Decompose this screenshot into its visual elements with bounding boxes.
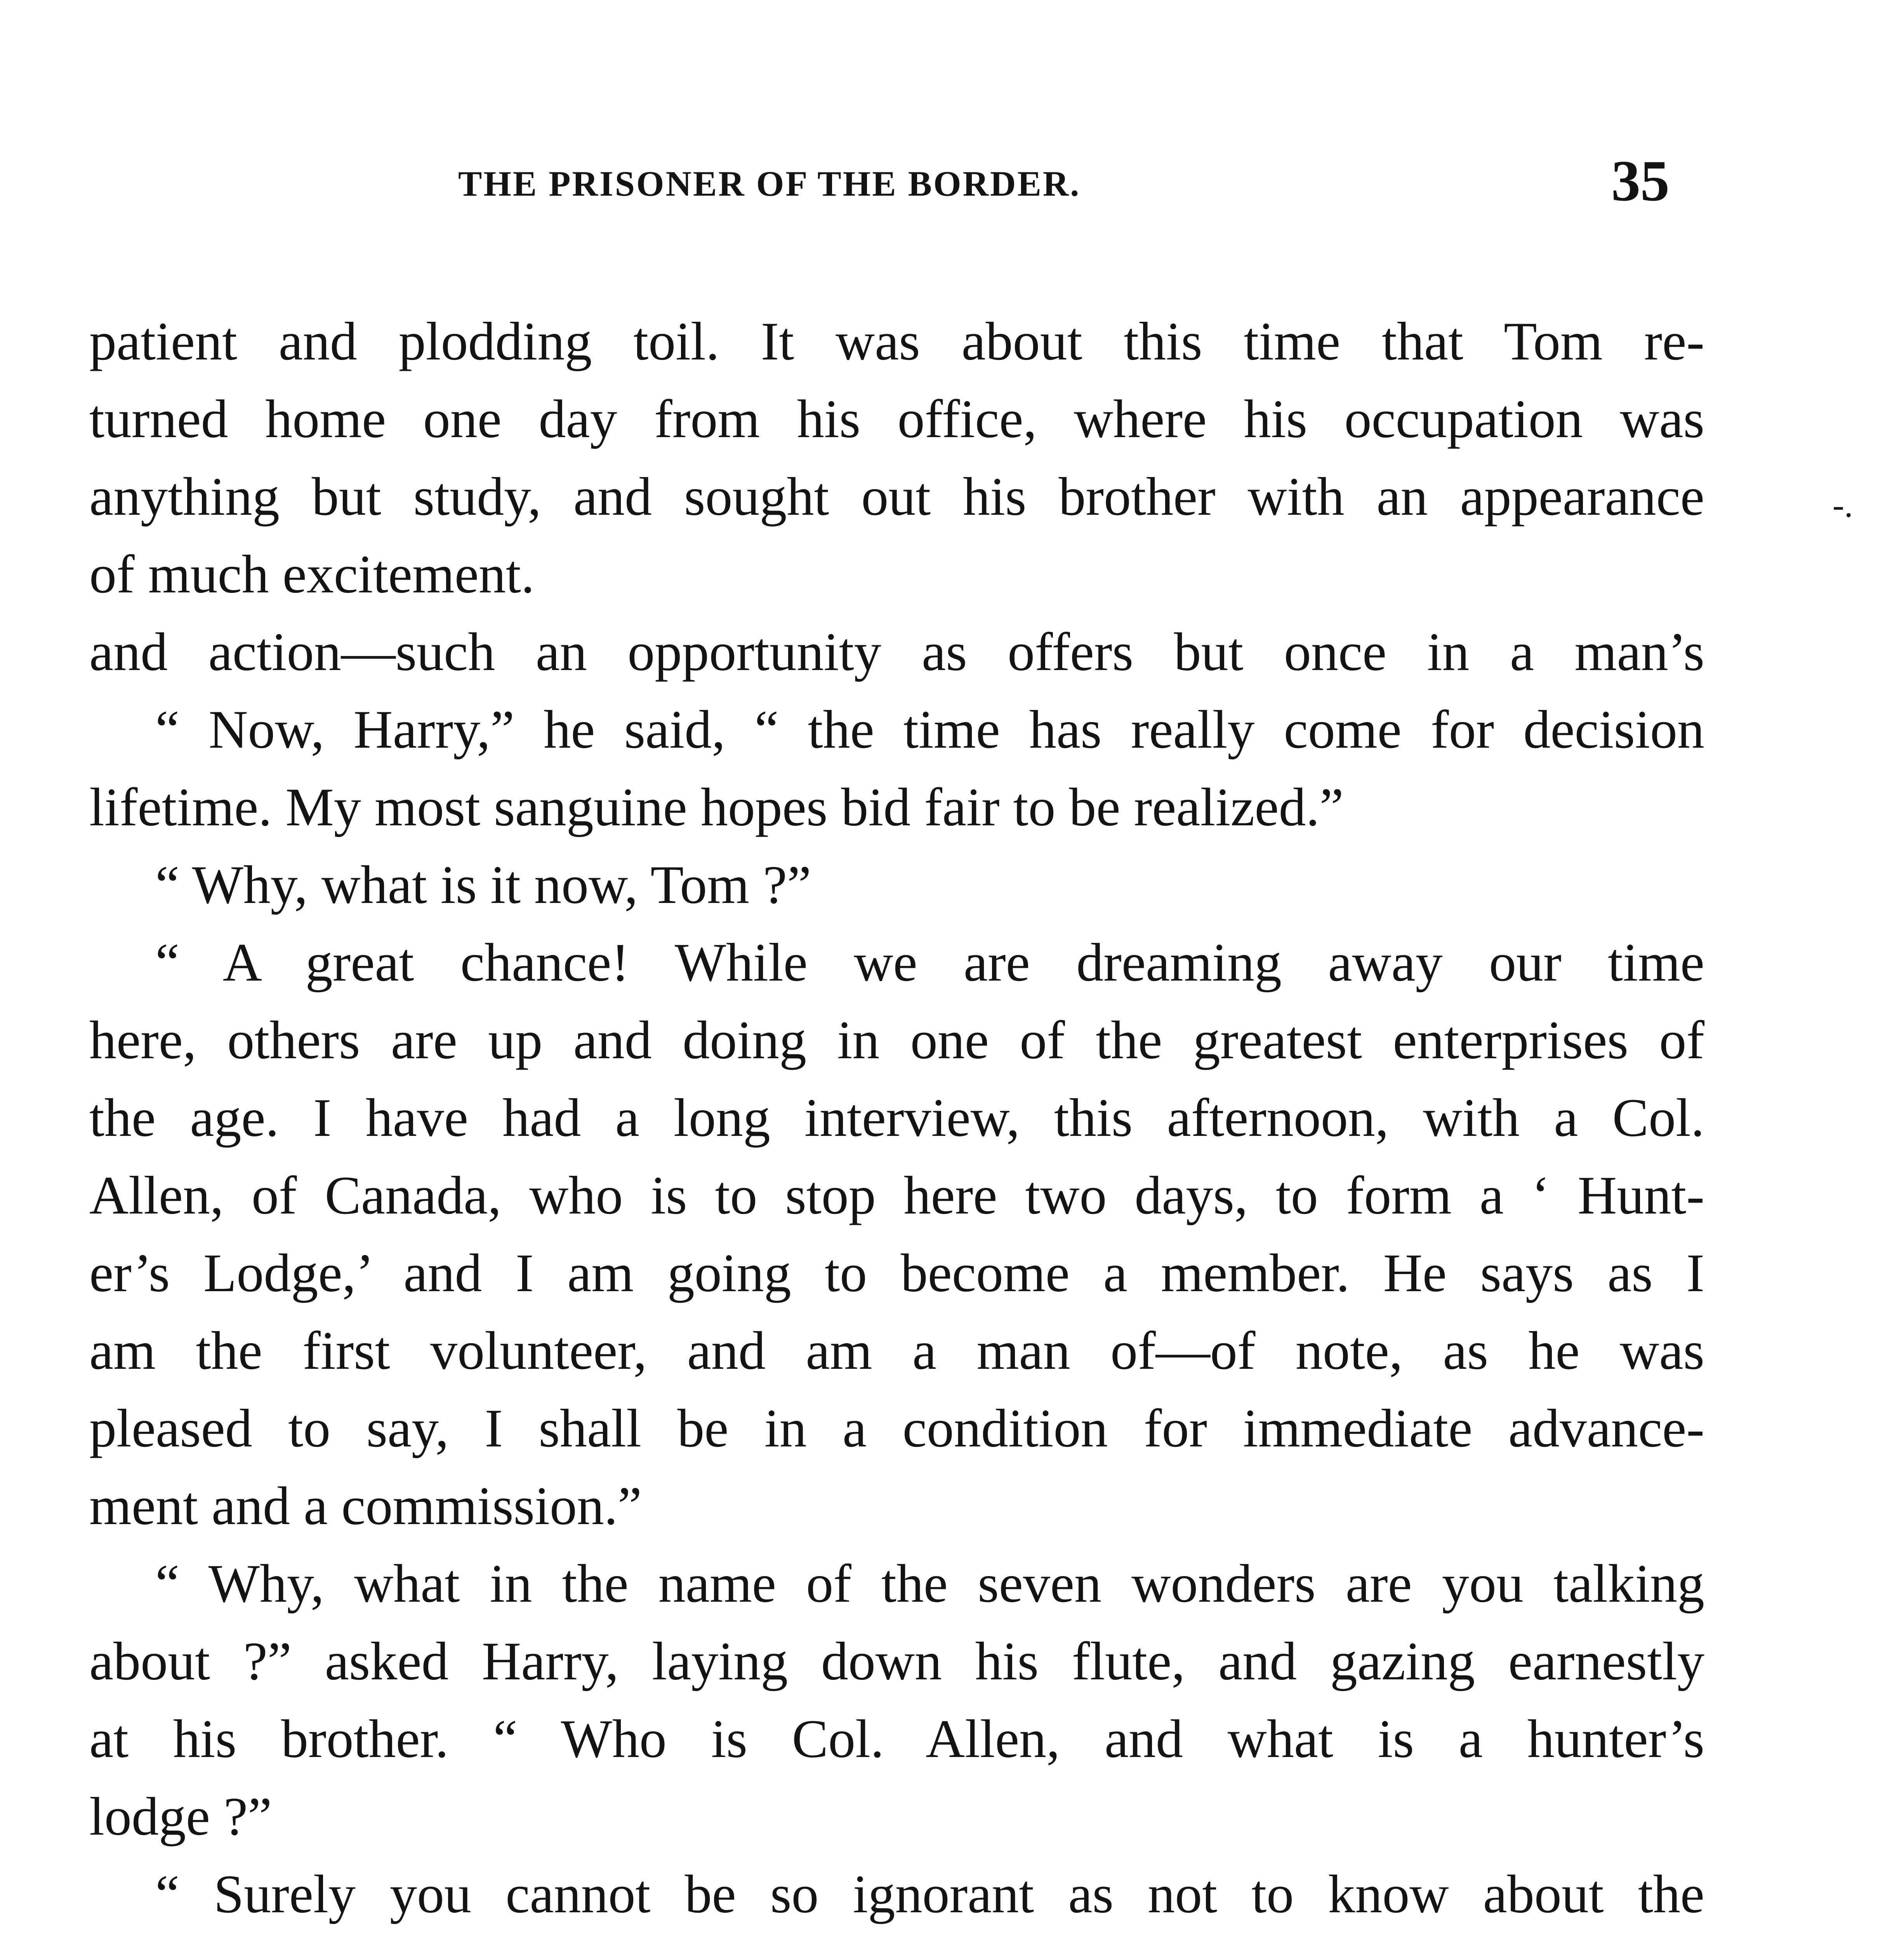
text-line: turned home one day from his office, where his occupation was (89, 389, 1704, 449)
text-line: about ?” asked Harry, laying down his flute, and gazing earnestly (89, 1631, 1704, 1691)
text-line: pleased to say, I shall be in a condition for immediate advance- (89, 1398, 1704, 1458)
text-line: ment and a commission.” (89, 1476, 642, 1536)
text-line: the age. I have had a long interview, this afternoon, with a Col. (89, 1088, 1704, 1148)
text-line: “ Why, what in the name of the seven wonders are you talking (155, 1554, 1704, 1614)
text-line: “ Now, Harry,” he said, “ the time has really come for decision (155, 700, 1704, 760)
text-line: er’s Lodge,’ and I am going to become a member. He says as I (89, 1243, 1704, 1303)
margin-mark: -. (1833, 486, 1853, 524)
text-line: lifetime. My most sanguine hopes bid fair to be realized.” (89, 777, 1344, 837)
text-line: and action—such an opportunity as offers but once in a man’s (89, 622, 1704, 682)
page-number: 35 (1611, 149, 1669, 213)
text-line: lodge ?” (89, 1786, 272, 1847)
text-line: at his brother. “ Who is Col. Allen, and what is a hunter’s (89, 1709, 1704, 1769)
text-line: am the first volunteer, and am a man of—of note, as he was (89, 1321, 1704, 1381)
text-line: of much excitement. (89, 544, 535, 604)
text-line: Allen, of Canada, who is to stop here two days, to form a ‘ Hunt- (89, 1165, 1704, 1226)
text-line: “ Why, what is it now, Tom ?” (155, 855, 811, 915)
running-header: THE PRISONER OF THE BORDER. (458, 164, 1081, 203)
text-line: patient and plodding toil. It was about this time that Tom re- (89, 311, 1704, 372)
text-line (89, 1933, 1704, 1941)
text-line: anything but study, and sought out his brother with an appearance (89, 467, 1704, 527)
text-line: “ Surely you cannot be so ignorant as not to know about the (155, 1864, 1704, 1924)
text-line: here, others are up and doing in one of the greatest enterprises of (89, 1010, 1704, 1070)
text-line: “ A great chance! While we are dreaming away our time (155, 932, 1704, 993)
